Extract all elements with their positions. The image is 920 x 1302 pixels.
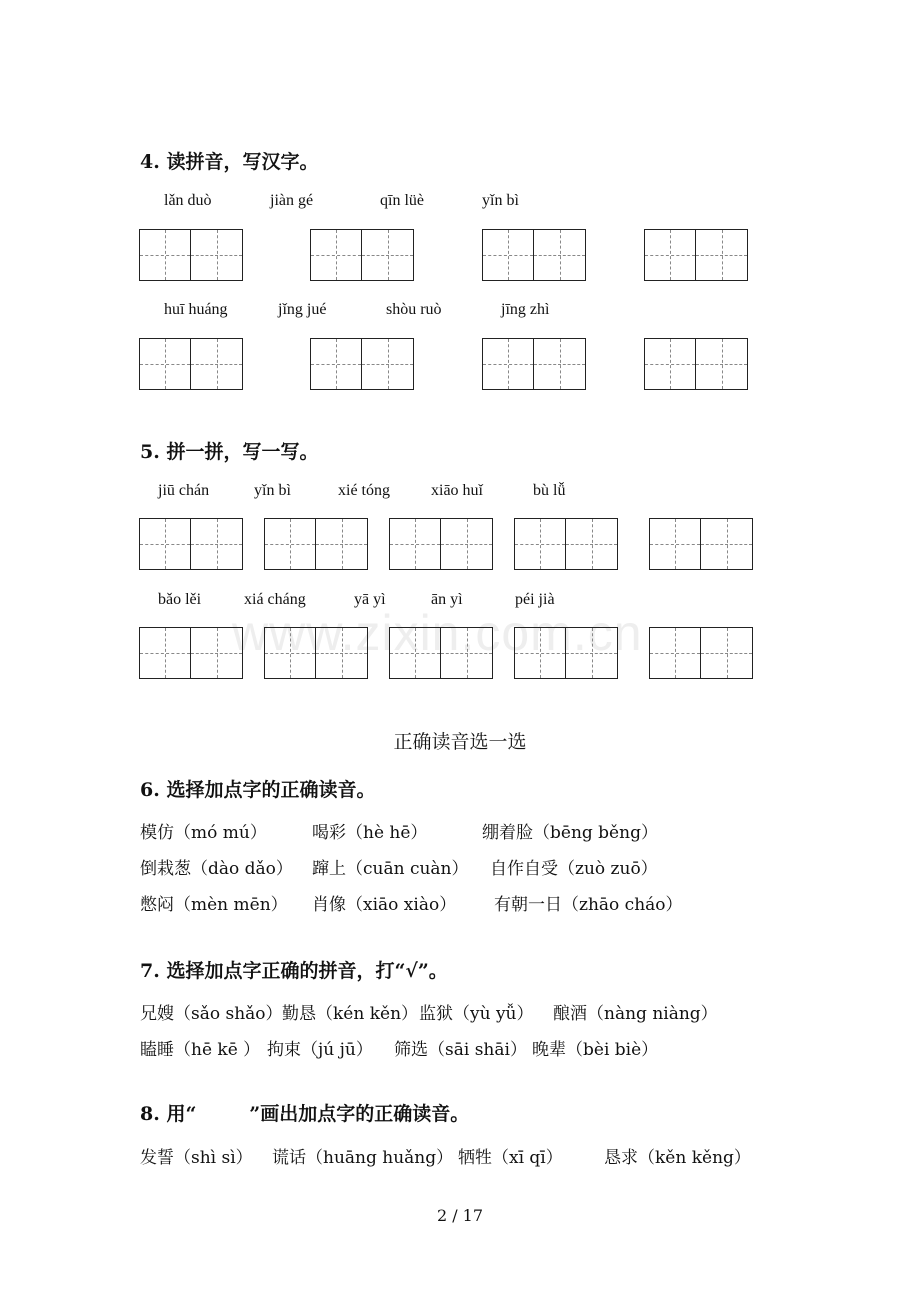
option-item: 兄嫂（sǎo shǎo） [140,1004,283,1024]
pinyin-label: huī huáng [164,301,228,318]
option-item: 绷着脸（bēng běng） [482,823,658,843]
option-item: 晚辈（bèi biè） [532,1040,659,1060]
option-item: 自作自受（zuò zuō） [490,859,658,879]
pinyin-label: xiāo huǐ [431,482,483,499]
option-item: 憋闷（mèn mēn） [140,895,288,915]
pinyin-label: péi jià [515,591,555,608]
option-item: 勤恳（kén kěn） [282,1004,419,1024]
writing-grid[interactable] [389,627,493,679]
option-item: 喝彩（hè hē） [312,823,428,843]
pinyin-label: yǐn bì [482,192,519,209]
pinyin-label: bù lǚ [533,482,566,499]
pinyin-label: yā yì [354,591,386,608]
writing-grid[interactable] [139,518,243,570]
writing-grid[interactable] [139,338,243,390]
option-item: 发誓（shì sì） [140,1148,253,1168]
pinyin-label: jiàn gé [270,192,314,209]
pinyin-label: qīn lüè [380,192,424,209]
pinyin-label: shòu ruò [386,301,442,318]
writing-grid[interactable] [139,627,243,679]
writing-grid[interactable] [310,229,414,281]
option-item: 倒栽葱（dào dǎo） [140,859,293,879]
writing-grid[interactable] [514,627,618,679]
section-title: 正确读音选一选 [393,731,527,753]
pinyin-label: bǎo lěi [158,591,202,608]
writing-grid[interactable] [644,338,748,390]
writing-grid[interactable] [514,518,618,570]
pinyin-label: jiū chán [158,482,210,499]
page-number: 2 / 17 [436,1206,484,1225]
option-item: 恳求（kěn kěng） [604,1148,751,1168]
option-item: 瞌睡（hē kē ） [140,1040,261,1060]
option-item: 筛选（sāi shāi） [394,1040,527,1060]
option-item: 肖像（xiāo xiào） [312,895,457,915]
option-item: 监狱（yù yǚ） [419,1004,534,1024]
option-item: 蹿上（cuān cuàn） [312,859,469,879]
writing-grid[interactable] [264,518,368,570]
writing-grid[interactable] [649,627,753,679]
q7-title: 7. 选择加点字正确的拼音，打“√”。 [140,960,448,982]
writing-grid[interactable] [644,229,748,281]
option-item: 拘束（jú jū） [267,1040,373,1060]
writing-grid[interactable] [139,229,243,281]
pinyin-label: jīng zhì [501,301,550,318]
writing-grid[interactable] [264,627,368,679]
pinyin-label: ān yì [431,591,463,608]
q6-title: 6. 选择加点字的正确读音。 [140,779,376,801]
option-item: 谎话（huāng huǎng） [272,1148,454,1168]
pinyin-label: jǐng jué [278,301,327,318]
option-item: 酿酒（nàng niàng） [553,1004,718,1024]
pinyin-label: yǐn bì [254,482,291,499]
q5-title: 5. 拼一拼，写一写。 [140,441,319,463]
pinyin-label: xié tóng [338,482,390,499]
option-item: 有朝一日（zhāo cháo） [494,895,683,915]
writing-grid[interactable] [482,338,586,390]
writing-grid[interactable] [649,518,753,570]
option-item: 模仿（mó mú） [140,823,267,843]
pinyin-label: lǎn duò [164,192,212,209]
writing-grid[interactable] [310,338,414,390]
q8-title: 8. 用“ ”画出加点字的正确读音。 [140,1103,470,1125]
option-item: 牺牲（xī qī） [458,1148,563,1168]
q4-title: 4. 读拼音，写汉字。 [140,151,319,173]
writing-grid[interactable] [389,518,493,570]
writing-grid[interactable] [482,229,586,281]
pinyin-label: xiá cháng [244,591,306,608]
watermark: www.zixin.com.cn [232,605,643,661]
